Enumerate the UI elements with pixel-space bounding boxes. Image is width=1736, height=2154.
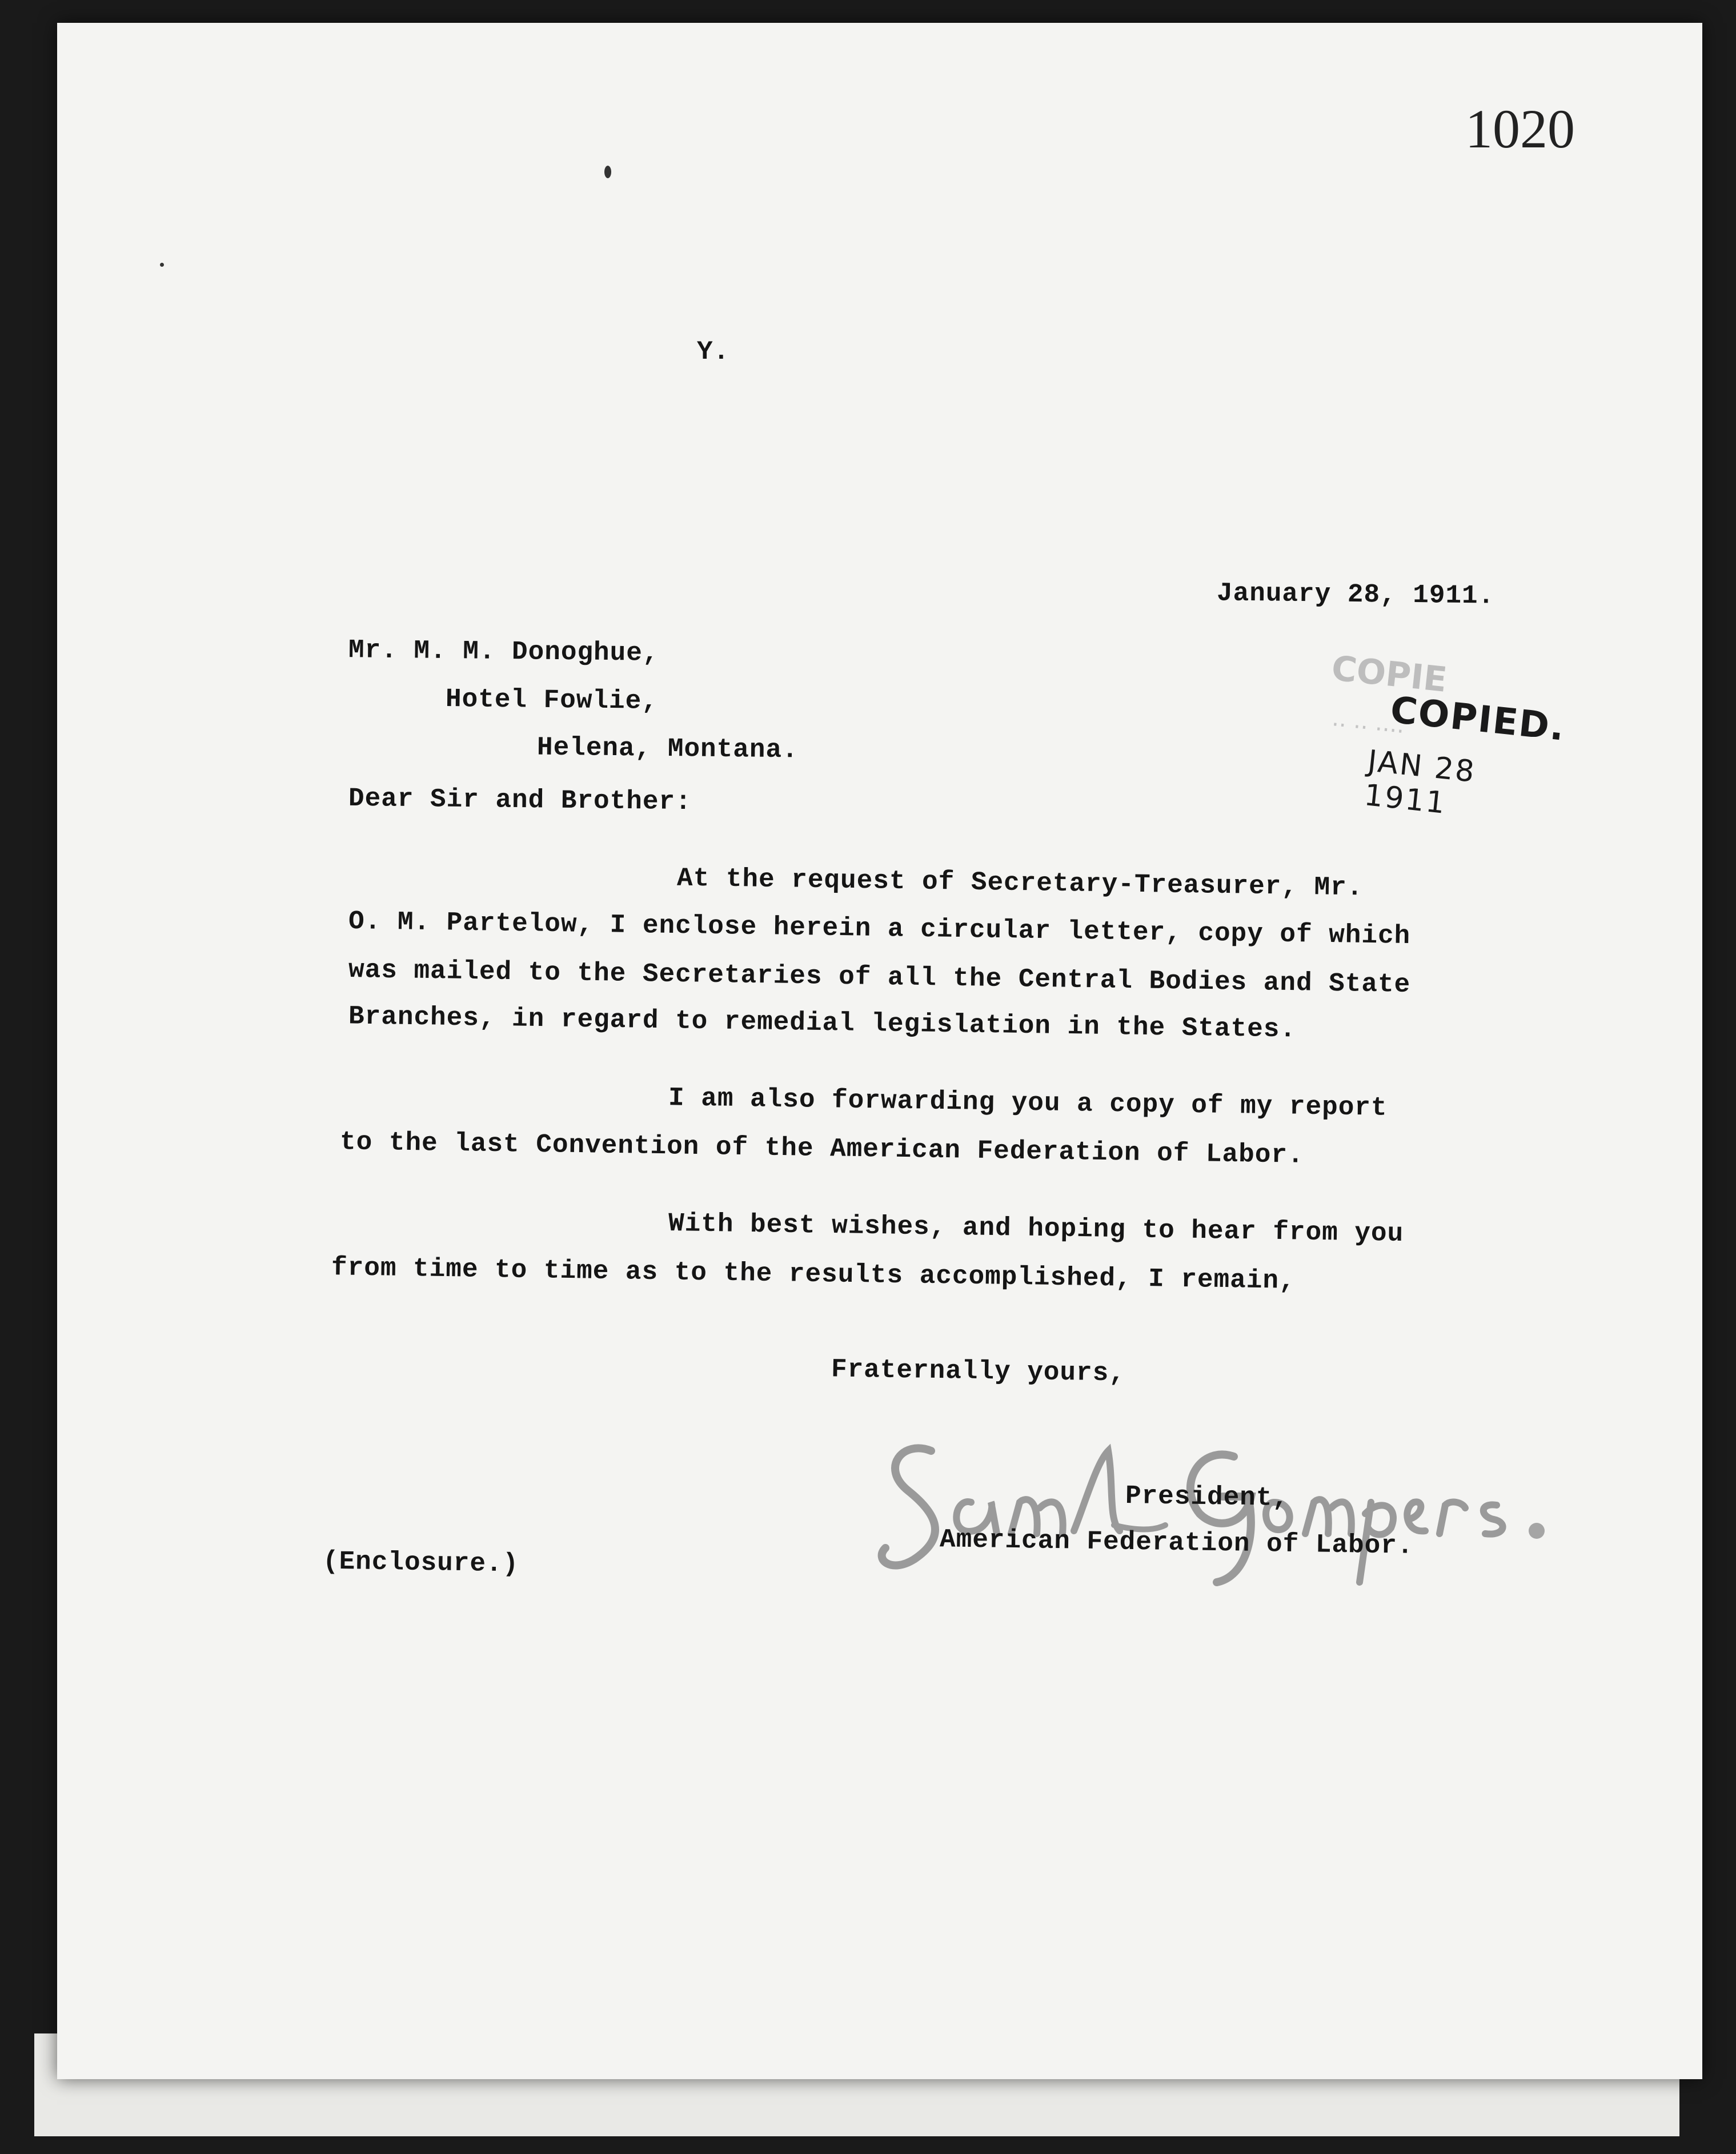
stamp-text: COPIED. (1388, 689, 1567, 749)
page-number: 1020 (1465, 98, 1575, 159)
recipient-city: Helena, Montana. (536, 732, 799, 765)
body-line: to the last Convention of the American Federation of Labor. (339, 1127, 1304, 1170)
enclosure-note: (Enclosure.) (322, 1546, 519, 1579)
recipient-hotel: Hotel Fowlie, (445, 684, 659, 716)
stamp-ghost-text: COPIE (1329, 648, 1449, 700)
salutation: Dear Sir and Brother: (348, 783, 692, 817)
body-line: O. M. Partelow, I enclose herein a circular letter, copy of which (348, 906, 1411, 951)
body-line: from time to time as to the results accomplished, I remain, (331, 1253, 1296, 1296)
ink-speck (160, 263, 164, 267)
stamp-ghost-date: ·· ·· ···· (1330, 711, 1405, 745)
body-line: I am also forwarding you a copy of my report (668, 1083, 1388, 1123)
body-line: At the request of Secretary-Treasurer, Mr. (676, 863, 1364, 903)
recipient-name: Mr. M. M. Donoghue, (348, 635, 659, 668)
signer-title: President, (1125, 1481, 1289, 1513)
letter-date: January 28, 1911. (1216, 578, 1495, 611)
body-line: With best wishes, and hoping to hear from you (668, 1209, 1404, 1249)
stamp-date: JAN 28 1911 (1362, 744, 1478, 821)
body-line: Branches, in regard to remedial legislation in the States. (348, 1001, 1297, 1045)
signer-organization: American Federation of Labor. (939, 1525, 1414, 1561)
body-line: was mailed to the Secretaries of all the Central Bodies and State (348, 955, 1411, 1000)
ink-speck (604, 166, 611, 178)
closing: Fraternally yours, (831, 1354, 1126, 1389)
letter-page (57, 23, 1702, 2079)
copied-stamp (1314, 648, 1573, 861)
initial-mark: Y. (697, 337, 730, 367)
